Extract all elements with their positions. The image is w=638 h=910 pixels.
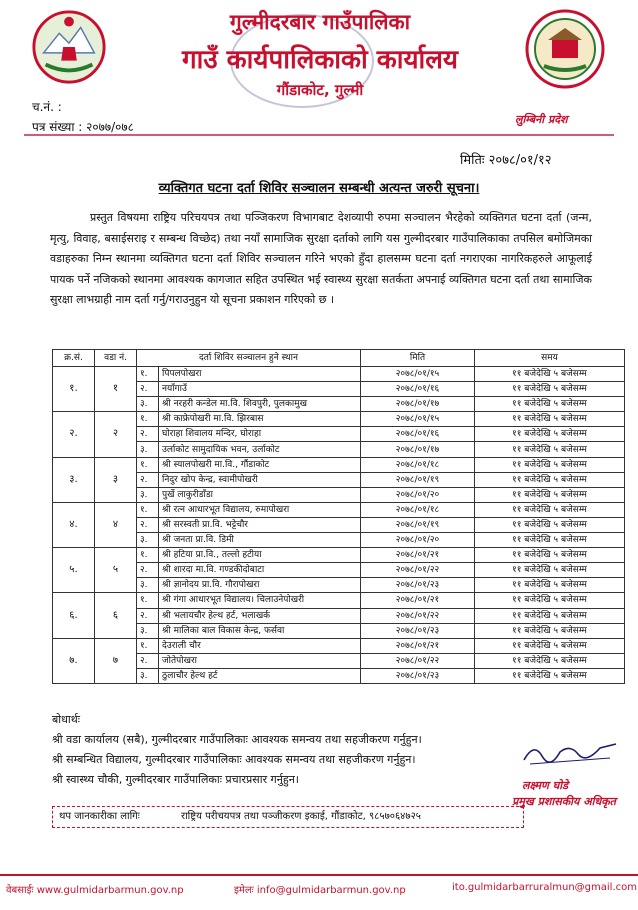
camp-schedule-table <box>52 349 625 684</box>
time-cell: ११ बजेदेखि ५ बजेसम्म <box>475 533 625 548</box>
table-row <box>53 442 625 457</box>
col-ward: वडा नं. <box>95 350 137 367</box>
table-row <box>53 668 625 683</box>
cc-line: श्री वडा कार्यालय (सबै), गुल्मीदरबार गाउँपालिकाः आवश्यक समन्वय तथा सहजीकरण गर्नुहुन। <box>52 733 422 746</box>
place-cell: घोराहा शिवालय मन्दिर, घोराहा <box>159 427 361 442</box>
date-cell: २०७८/०१/२३ <box>361 578 475 593</box>
reference-cha-number: च.नं. : <box>32 100 62 114</box>
col-time: समय <box>475 350 625 367</box>
date-cell: २०७८/०१/१९ <box>361 517 475 532</box>
row-index-cell: ३. <box>137 578 159 593</box>
date-cell: २०७८/०१/२१ <box>361 593 475 608</box>
serial-number-cell: २. <box>53 412 95 457</box>
date-cell: २०७८/०१/२२ <box>361 563 475 578</box>
place-cell: श्री मालिका बाल विकास केन्द्र, फर्सवा <box>159 623 361 638</box>
row-index-cell: २. <box>137 382 159 397</box>
time-cell: ११ बजेदेखि ५ बजेसम्म <box>475 517 625 532</box>
ward-number-cell: ३ <box>95 457 137 502</box>
serial-number-cell: ६. <box>53 593 95 638</box>
row-index-cell: २. <box>137 563 159 578</box>
table-row <box>53 487 625 502</box>
row-index-cell: ३. <box>137 397 159 412</box>
time-cell: ११ बजेदेखि ५ बजेसम्म <box>475 653 625 668</box>
time-cell: ११ बजेदेखि ५ बजेसम्म <box>475 427 625 442</box>
contact-label: थप जानकारीका लागिः <box>59 811 140 822</box>
table-row <box>53 563 625 578</box>
table-row <box>53 457 625 472</box>
table-row <box>53 533 625 548</box>
date-cell: २०७८/०१/२० <box>361 487 475 502</box>
time-cell: ११ बजेदेखि ५ बजेसम्म <box>475 502 625 517</box>
row-index-cell: ३. <box>137 442 159 457</box>
row-index-cell: १. <box>137 548 159 563</box>
place-cell: श्री शारदा मा.वि. गण्डकीदोबाटा <box>159 563 361 578</box>
row-index-cell: ३. <box>137 668 159 683</box>
table-row <box>53 427 625 442</box>
serial-number-cell: १. <box>53 367 95 412</box>
ward-number-cell: २ <box>95 412 137 457</box>
place-cell: श्री नरहरी कन्डेल मा.वि. शिवपुरी, पुलकामुख <box>159 397 361 412</box>
row-index-cell: १. <box>137 593 159 608</box>
date-cell: २०७८/०१/२१ <box>361 548 475 563</box>
notice-subject <box>0 178 638 196</box>
place-cell: जोतेपोखरा <box>159 653 361 668</box>
time-cell: ११ बजेदेखि ५ बजेसम्म <box>475 367 625 382</box>
place-cell: श्री हटिया प्रा.वि., तल्लो हटीया <box>159 548 361 563</box>
date-cell: २०७८/०१/१५ <box>361 367 475 382</box>
row-index-cell: १. <box>137 638 159 653</box>
time-cell: ११ बजेदेखि ५ बजेसम्म <box>475 548 625 563</box>
cc-line: श्री स्वास्थ्य चौकी, गुल्मीदरबार गाउँपालिकाः प्रचारप्रसार गर्नुहुन। <box>52 773 299 786</box>
lumbini-province-logo <box>524 8 606 90</box>
time-cell: ११ बजेदेखि ५ बजेसम्म <box>475 668 625 683</box>
table-row <box>53 502 625 517</box>
table-row <box>53 653 625 668</box>
place-cell: पुर्खे लाकुरीडाँडा <box>159 487 361 502</box>
place-cell: श्री स्यालपोखरी मा.वि., गौंडाकोट <box>159 457 361 472</box>
place-cell: उर्लाकोट सामुदायिक भवन, उर्लाकोट <box>159 442 361 457</box>
col-date: मिति <box>361 350 475 367</box>
time-cell: ११ बजेदेखि ५ बजेसम्म <box>475 412 625 427</box>
table-row <box>53 517 625 532</box>
table-row <box>53 593 625 608</box>
place-cell: देउराली चौर <box>159 638 361 653</box>
contact-box <box>52 806 524 828</box>
ward-number-cell: ५ <box>95 548 137 593</box>
footer-website: वेबसाईः www.gulmidarbarmun.gov.np <box>6 885 184 896</box>
cc-heading: बोधार्थः <box>52 713 80 726</box>
signer-name: लक्ष्मण घोडे <box>522 779 568 792</box>
col-place: दर्ता शिविर सञ्चालन हुने स्थान <box>137 350 361 367</box>
footer-email: इमेलः info@gulmidarbarmun.gov.np <box>234 885 406 896</box>
time-cell: ११ बजेदेखि ५ बजेसम्म <box>475 638 625 653</box>
row-index-cell: ३. <box>137 623 159 638</box>
serial-number-cell: ४. <box>53 502 95 547</box>
serial-number-cell: ५. <box>53 548 95 593</box>
date-cell: २०७८/०१/२० <box>361 533 475 548</box>
cc-line: श्री सम्बन्धित विद्यालय, गुल्मीदरबार गाउँपालिकाः आवश्यक समन्वय तथा सहजीकरण गर्नुहुन। <box>52 753 416 766</box>
place-cell: श्री भलायचौर हेल्थ हर्ट, भलाखर्क <box>159 608 361 623</box>
place-cell: श्री काफ्रेपोखरी मा.वि. झिरबास <box>159 412 361 427</box>
place-cell: निदुर खोप केन्द्र, स्वामीपोखरी <box>159 472 361 487</box>
row-index-cell: १. <box>137 457 159 472</box>
ward-number-cell: ४ <box>95 502 137 547</box>
time-cell: ११ बजेदेखि ५ बजेसम्म <box>475 593 625 608</box>
table-body <box>53 367 625 684</box>
table-row <box>53 548 625 563</box>
serial-number-cell: ७. <box>53 638 95 683</box>
row-index-cell: ३. <box>137 487 159 502</box>
time-cell: ११ बजेदेखि ५ बजेसम्म <box>475 442 625 457</box>
date-cell: २०७८/०१/१६ <box>361 382 475 397</box>
table-row <box>53 623 625 638</box>
date-cell: २०७८/०१/२२ <box>361 608 475 623</box>
time-cell: ११ बजेदेखि ५ बजेसम्म <box>475 608 625 623</box>
date-cell: २०७८/०१/१७ <box>361 397 475 412</box>
table-row <box>53 608 625 623</box>
date-cell: २०७८/०१/२३ <box>361 668 475 683</box>
time-cell: ११ बजेदेखि ५ बजेसम्म <box>475 457 625 472</box>
ward-number-cell: ७ <box>95 638 137 683</box>
place-cell: नयाँगाउँ <box>159 382 361 397</box>
letter-number: पत्र संख्या : २०७७/०७८ <box>32 120 134 134</box>
time-cell: ११ बजेदेखि ५ बजेसम्म <box>475 382 625 397</box>
time-cell: ११ बजेदेखि ५ बजेसम्म <box>475 623 625 638</box>
municipality-name: गुल्मीदरबार गाउँपालिका <box>229 10 411 34</box>
row-index-cell: ३. <box>137 533 159 548</box>
notice-body: प्रस्तुत विषयमा राष्ट्रिय परिचयपत्र तथा पञ्जिकरण विभागबाट देशव्यापी रुपमा सञ्चालन भैरहेको व्यक्तिगत घटना दर्ता (जन्म, मृत्यु, विवाह, बसाईसराइ र सम्बन्ध विच्छेद) तथा नयाँ सामाजिक सुरक्षा दर्ताको लागि यस गुल्मीदरबार गाउँपालिकाका तपसिल बमोजिमका वडाहरुका निम्न स्थानमा व्यक्तिगत घटना दर्ता शिविर सञ्चालन गरिने भएको हुँदा हालसम्म घटना दर्ता नगराएका नागरिकहरुले आफूलाई पायक पर्ने नजिकको स्थानमा आवश्यक कागजात सहित उपस्थित भई स्वास्थ्य सुरक्षा सतर्कता अपनाई व्यक्तिगत घटना दर्ता तथा सामाजिक सुरक्षा लाभग्राही नाम दर्ता गर्नु/गराउनुहुन यो सूचना प्रकाशन गरिएको छ । <box>50 211 592 306</box>
place-cell: श्री जनता प्रा.वि. डिमी <box>159 533 361 548</box>
row-index-cell: १. <box>137 412 159 427</box>
place-cell: श्री सरस्वती प्रा.वि. भट्टेचौर <box>159 517 361 532</box>
date-cell: २०७८/०१/१८ <box>361 457 475 472</box>
time-cell: ११ बजेदेखि ५ बजेसम्म <box>475 578 625 593</box>
table-row <box>53 367 625 382</box>
table-row <box>53 578 625 593</box>
row-index-cell: २. <box>137 653 159 668</box>
date-cell: २०७८/०१/१६ <box>361 427 475 442</box>
serial-number-cell: ३. <box>53 457 95 502</box>
place-cell: श्री ज्ञानोदय प्रा.वि. गौरापोखरा <box>159 578 361 593</box>
date-cell: २०७८/०१/१७ <box>361 442 475 457</box>
footer-email-secondary: ito.gulmidarbarruralmun@gmail.com <box>452 882 637 893</box>
place-cell: पिपलपोखरा <box>159 367 361 382</box>
handwritten-signature <box>520 738 620 766</box>
contact-text: राष्ट्रिय परीचयपत्र तथा पञ्जीकरण इकाई, गौंडाकोट, ९८५७०६४७२५ <box>181 811 421 822</box>
date-cell: २०७८/०१/२१ <box>361 638 475 653</box>
time-cell: ११ बजेदेखि ५ बजेसम्म <box>475 472 625 487</box>
time-cell: ११ बजेदेखि ५ बजेसम्म <box>475 397 625 412</box>
date-cell: २०७८/०१/१८ <box>361 502 475 517</box>
row-index-cell: २. <box>137 517 159 532</box>
col-sn: क्र.सं. <box>53 350 95 367</box>
time-cell: ११ बजेदेखि ५ बजेसम्म <box>475 563 625 578</box>
date-cell: २०७८/०१/२३ <box>361 623 475 638</box>
table-row <box>53 412 625 427</box>
office-address: गौंडाकोट, गुल्मी <box>276 81 364 99</box>
table-row <box>53 472 625 487</box>
signer-title: प्रमुख प्रशासकीय अधिकृत <box>512 795 616 808</box>
date-cell: २०७८/०१/१९ <box>361 472 475 487</box>
date-cell: २०७८/०१/१५ <box>361 412 475 427</box>
table-row <box>53 382 625 397</box>
place-cell: ठुलाचौर हेल्थ हर्ट <box>159 668 361 683</box>
table-header-row <box>53 350 625 367</box>
notice-subject-text: व्यक्तिगत घटना दर्ता शिविर सञ्चालन सम्बन्धी अत्यन्त जरुरी सूचना। <box>158 181 480 196</box>
province-name: लुम्बिनी प्रदेश <box>515 113 568 126</box>
table-row <box>53 397 625 412</box>
row-index-cell: २. <box>137 472 159 487</box>
place-cell: श्री गंगा आधारभूत विद्यालय। चिलाउनेपोखरी <box>159 593 361 608</box>
row-index-cell: १. <box>137 502 159 517</box>
ward-number-cell: १ <box>95 367 137 412</box>
office-name: गाउँ कार्यपालिकाको कार्यालय <box>182 45 458 75</box>
date-cell: २०७८/०१/२२ <box>361 653 475 668</box>
row-index-cell: १. <box>137 367 159 382</box>
row-index-cell: २. <box>137 608 159 623</box>
time-cell: ११ बजेदेखि ५ बजेसम्म <box>475 487 625 502</box>
footer-divider <box>0 874 638 876</box>
nepal-emblem-logo <box>30 8 108 86</box>
ward-number-cell: ६ <box>95 593 137 638</box>
letter-date: मितिः २०७८/०१/१२ <box>460 153 552 168</box>
place-cell: श्री रत्न आधारभूत विद्यालय, रुमापोखरा <box>159 502 361 517</box>
table-row <box>53 638 625 653</box>
header-divider <box>24 134 614 136</box>
row-index-cell: २. <box>137 427 159 442</box>
